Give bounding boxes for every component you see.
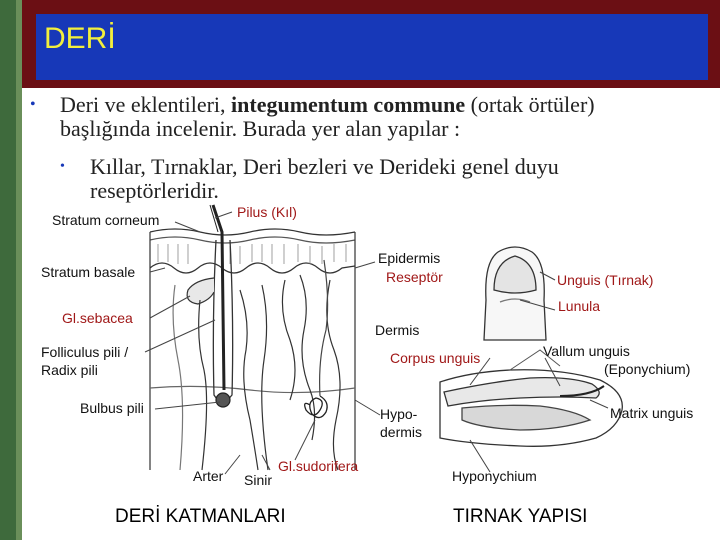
- label-vallum-line2: (Eponychium): [604, 361, 691, 377]
- label-folliculus-line2: Radix pili: [41, 362, 98, 378]
- label-arter: Arter: [193, 468, 224, 484]
- label-lunula: Lunula: [558, 298, 601, 314]
- label-epidermis: Epidermis: [378, 250, 441, 266]
- bullet1-text-b: (ortak örtüler) başlığında incelenir. Burada yer alan yapılar :: [60, 92, 595, 141]
- skin-section-illustration: [150, 205, 355, 470]
- bullet1-bold: integumentum commune: [231, 92, 466, 117]
- label-stratum-corneum: Stratum corneum: [52, 212, 160, 228]
- label-sinir: Sinir: [244, 472, 273, 488]
- label-corpus-unguis: Corpus unguis: [390, 350, 481, 366]
- bullet1-text-a: Deri ve eklentileri,: [60, 92, 232, 117]
- label-matrix-unguis: Matrix unguis: [610, 405, 694, 421]
- label-gl-sudorifera: Gl.sudorifera: [278, 458, 359, 474]
- label-gl-sebacea: Gl.sebacea: [62, 310, 133, 326]
- bullet-dot-icon: •: [30, 96, 36, 113]
- label-hypodermis-line2: dermis: [380, 424, 423, 440]
- label-unguis: Unguis (Tırnak): [557, 272, 654, 288]
- slide-title: DERİ: [44, 22, 116, 55]
- label-reseptor: Reseptör: [386, 269, 443, 285]
- label-dermis: Dermis: [375, 322, 420, 338]
- bullet2-text: Kıllar, Tırnaklar, Deri bezleri ve Derideki genel duyu reseptörleridir.: [90, 154, 559, 203]
- label-hyponychium: Hyponychium: [452, 468, 537, 484]
- bullet-dot-icon: •: [60, 159, 65, 174]
- label-folliculus-line1: Folliculus pili /: [41, 344, 129, 360]
- label-pilus: Pilus (Kıl): [237, 204, 297, 220]
- label-bulbus-pili: Bulbus pili: [80, 400, 144, 416]
- caption-skin-layers: DERİ KATMANLARI: [115, 506, 286, 527]
- caption-nail-structure: TIRNAK YAPISI: [453, 506, 588, 527]
- label-stratum-basale: Stratum basale: [41, 264, 136, 280]
- label-vallum-line1: Vallum unguis: [543, 343, 630, 359]
- label-hypodermis-line1: Hypo-: [380, 406, 418, 422]
